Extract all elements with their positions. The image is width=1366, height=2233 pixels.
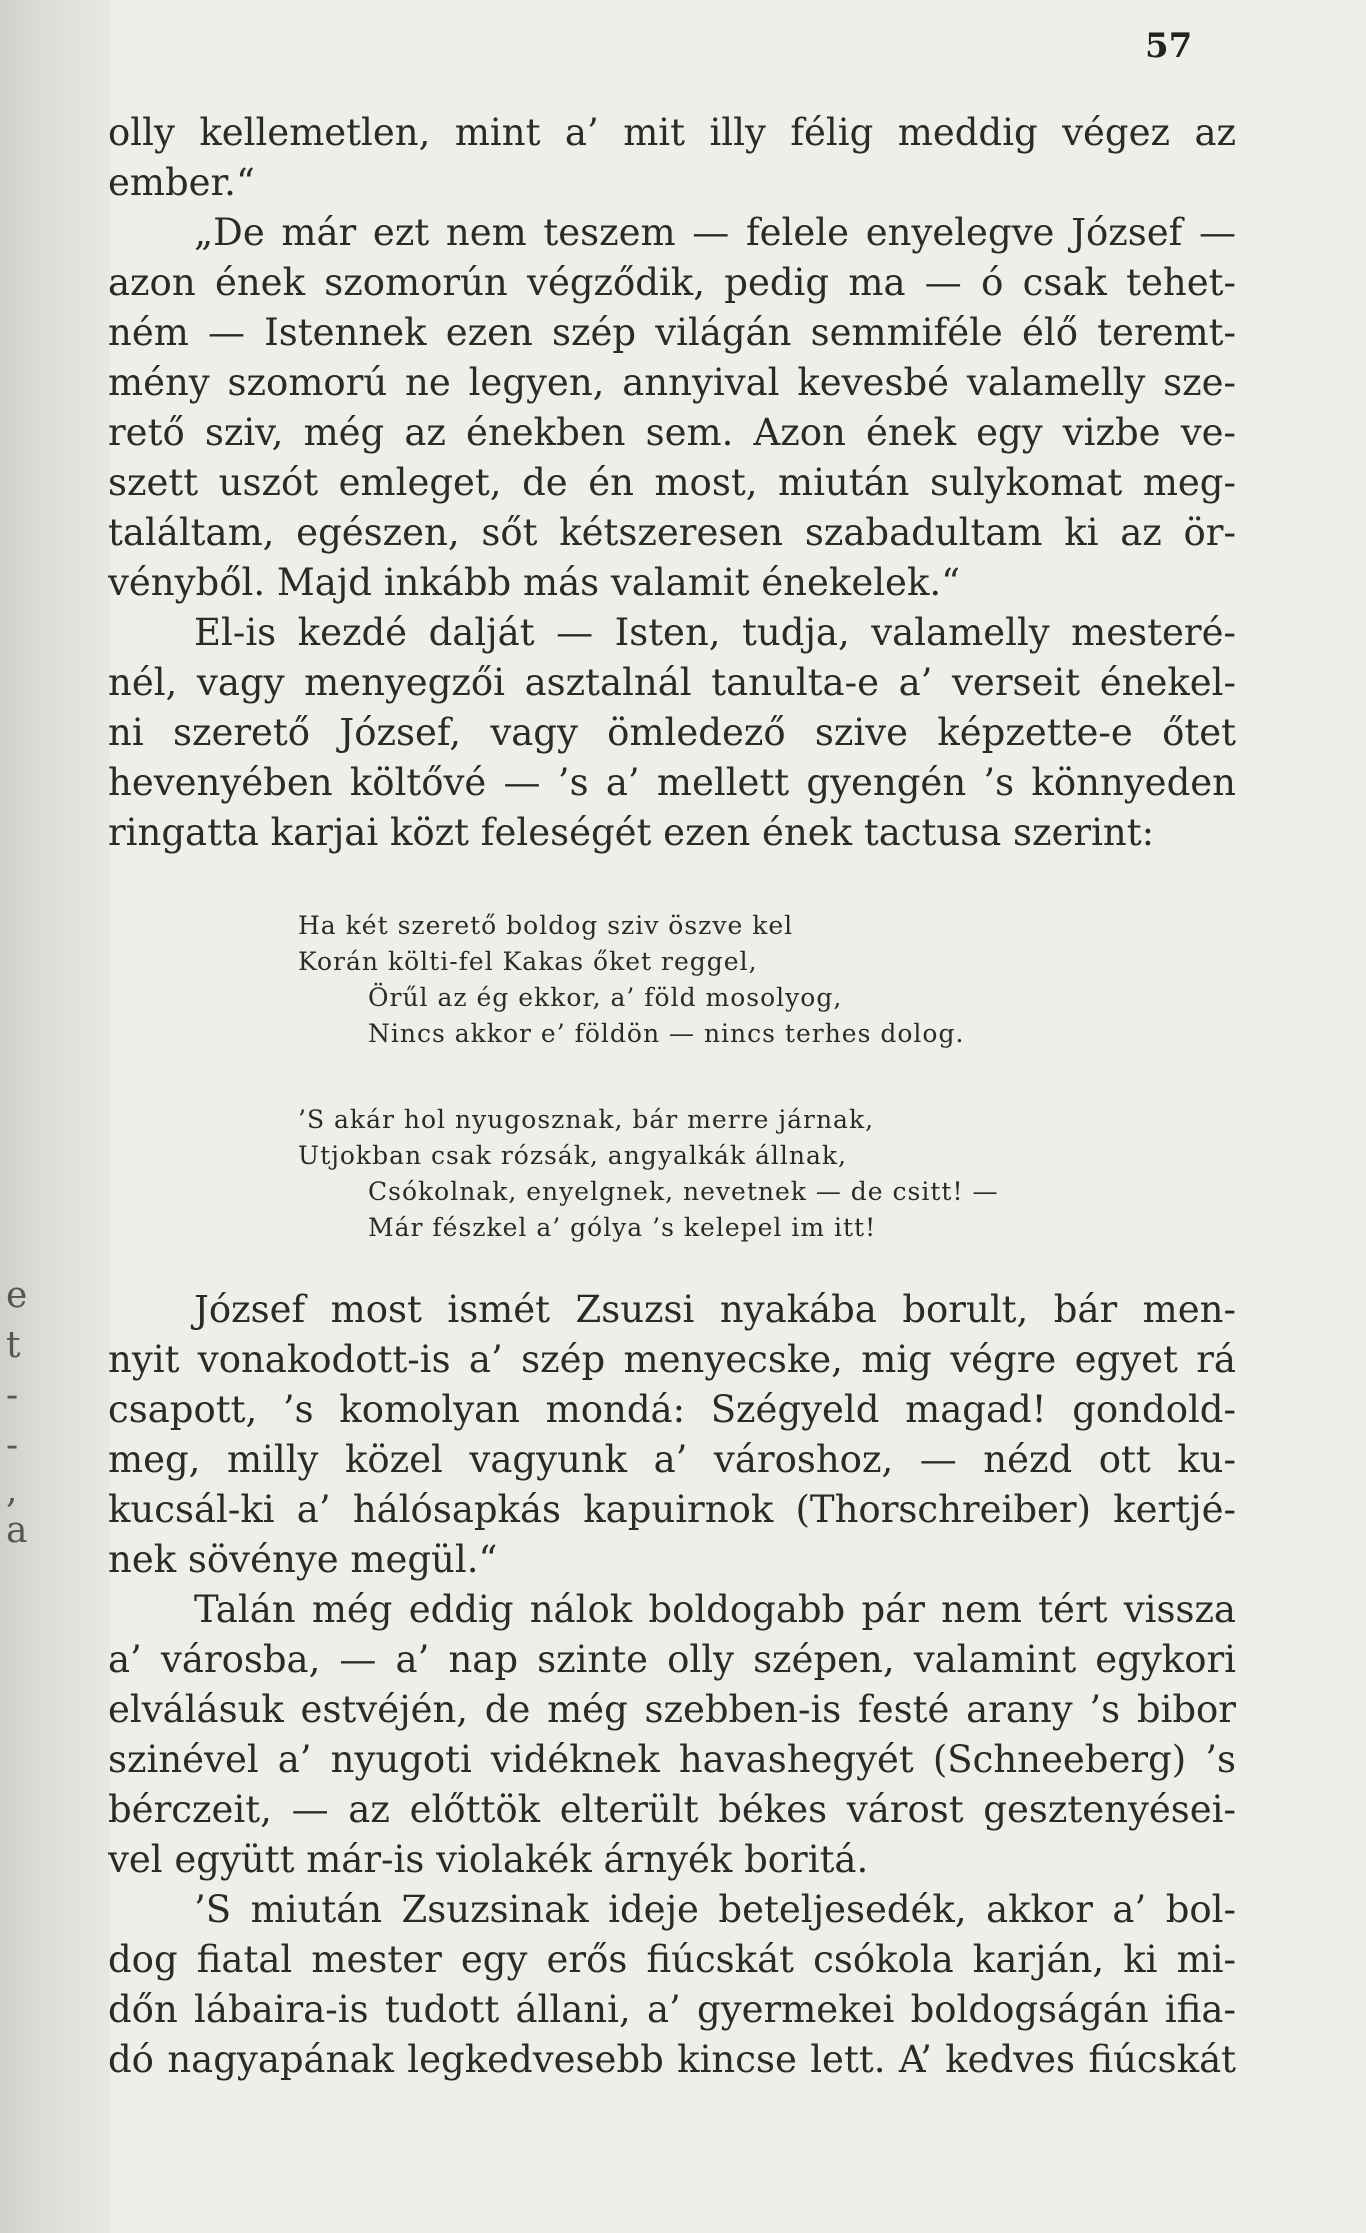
edge-mark: a xyxy=(6,1510,28,1551)
text-line: elválásuk estvéjén, de még szebben-is festé arany ’s bibor xyxy=(108,1688,1236,1731)
edge-mark: - xyxy=(6,1425,19,1466)
edge-mark: , xyxy=(6,1470,18,1511)
page-number: 57 xyxy=(1145,26,1193,66)
text-line: szinével a’ nyugoti vidéknek havashegyét (Schneeberg) ’s xyxy=(108,1738,1236,1781)
text-line: szett uszót emleget, de én most, miután sulykomat meg- xyxy=(108,461,1236,504)
edge-mark: t xyxy=(6,1325,21,1366)
edge-mark: - xyxy=(6,1375,19,1416)
verse-line: Ha két szerető boldog sziv öszve kel xyxy=(298,911,794,940)
verse-line: Korán költi-fel Kakas őket reggel, xyxy=(298,947,758,976)
body-text-upper xyxy=(108,108,1236,858)
text-line: azon ének szomorún végződik, pedig ma — ó csak tehet- xyxy=(108,261,1236,304)
text-line: dőn lábaira-is tudott állani, a’ gyermekei boldogságán ifia- xyxy=(108,1988,1236,2031)
text-line: Talán még eddig nálok boldogabb pár nem tért vissza xyxy=(194,1588,1236,1631)
text-line: „De már ezt nem teszem — felele enyelegve József — xyxy=(194,211,1236,254)
verse-stanza-2 xyxy=(298,1102,1198,1246)
text-line: bérczeit, — az előttök elterült békes várost gesztenyései- xyxy=(108,1788,1236,1831)
verse-line: Csókolnak, enyelgnek, nevetnek — de csitt! — xyxy=(368,1177,999,1206)
verse-line: ’S akár hol nyugosznak, bár merre járnak, xyxy=(298,1105,875,1134)
verse-line: Már fészkel a’ gólya ’s kelepel im itt! xyxy=(368,1213,877,1242)
binding-gutter xyxy=(0,0,110,2233)
text-line: meg, milly közel vagyunk a’ városhoz, — nézd ott ku- xyxy=(108,1438,1236,1481)
verse-line: Nincs akkor e’ földön — nincs terhes dolog. xyxy=(368,1019,965,1048)
text-line: nek sövénye megül.“ xyxy=(108,1538,498,1581)
text-line: kucsál-ki a’ hálósapkás kapuirnok (Thorschreiber) kertjé- xyxy=(108,1488,1236,1531)
text-line: ni szerető József, vagy ömledező szive képzette-e őtet xyxy=(108,711,1236,754)
text-line: dog fiatal mester egy erős fiúcskát csókola karján, ki mi- xyxy=(108,1938,1236,1981)
text-line: mény szomorú ne legyen, annyival kevesbé valamelly sze- xyxy=(108,361,1236,404)
text-line: vényből. Majd inkább más valamit énekelek.“ xyxy=(108,561,961,604)
body-text-lower xyxy=(108,1285,1236,2085)
text-line: csapott, ’s komolyan mondá: Szégyeld magad! gondold- xyxy=(108,1388,1236,1431)
text-line: rető sziv, még az énekben sem. Azon ének egy vizbe ve- xyxy=(108,411,1236,454)
verse-stanza-1 xyxy=(298,908,1198,1052)
text-line: vel együtt már-is violakék árnyék boritá. xyxy=(108,1838,869,1881)
edge-mark: e xyxy=(6,1275,28,1316)
text-line: a’ városba, — a’ nap szinte olly szépen, valamint egykori xyxy=(108,1638,1236,1681)
text-line: nyit vonakodott-is a’ szép menyecske, mig végre egyet rá xyxy=(108,1338,1236,1381)
verse-line: Örűl az ég ekkor, a’ föld mosolyog, xyxy=(368,983,843,1012)
verse-line: Utjokban csak rózsák, angyalkák állnak, xyxy=(298,1141,847,1170)
text-line: nél, vagy menyegzői asztalnál tanulta-e a’ verseit énekel- xyxy=(108,661,1236,704)
text-line: József most ismét Zsuzsi nyakába borult, bár men- xyxy=(194,1288,1236,1331)
text-line: El-is kezdé dalját — Isten, tudja, valamelly mesteré- xyxy=(194,611,1236,654)
text-line: hevenyében költővé — ’s a’ mellett gyengén ’s könnyeden xyxy=(108,761,1236,804)
text-line: dó nagyapának legkedvesebb kincse lett. A’ kedves fiúcskát xyxy=(108,2038,1236,2081)
text-line: ember.“ xyxy=(108,161,255,204)
text-line: ném — Istennek ezen szép világán semmiféle élő teremt- xyxy=(108,311,1236,354)
text-line: olly kellemetlen, mint a’ mit illy félig meddig végez az xyxy=(108,111,1236,154)
text-line: találtam, egészen, sőt kétszeresen szabadultam ki az ör- xyxy=(108,511,1236,554)
text-line: ’S miután Zsuzsinak ideje beteljesedék, akkor a’ bol- xyxy=(194,1888,1236,1931)
text-line: ringatta karjai közt feleségét ezen ének tactusa szerint: xyxy=(108,811,1155,854)
